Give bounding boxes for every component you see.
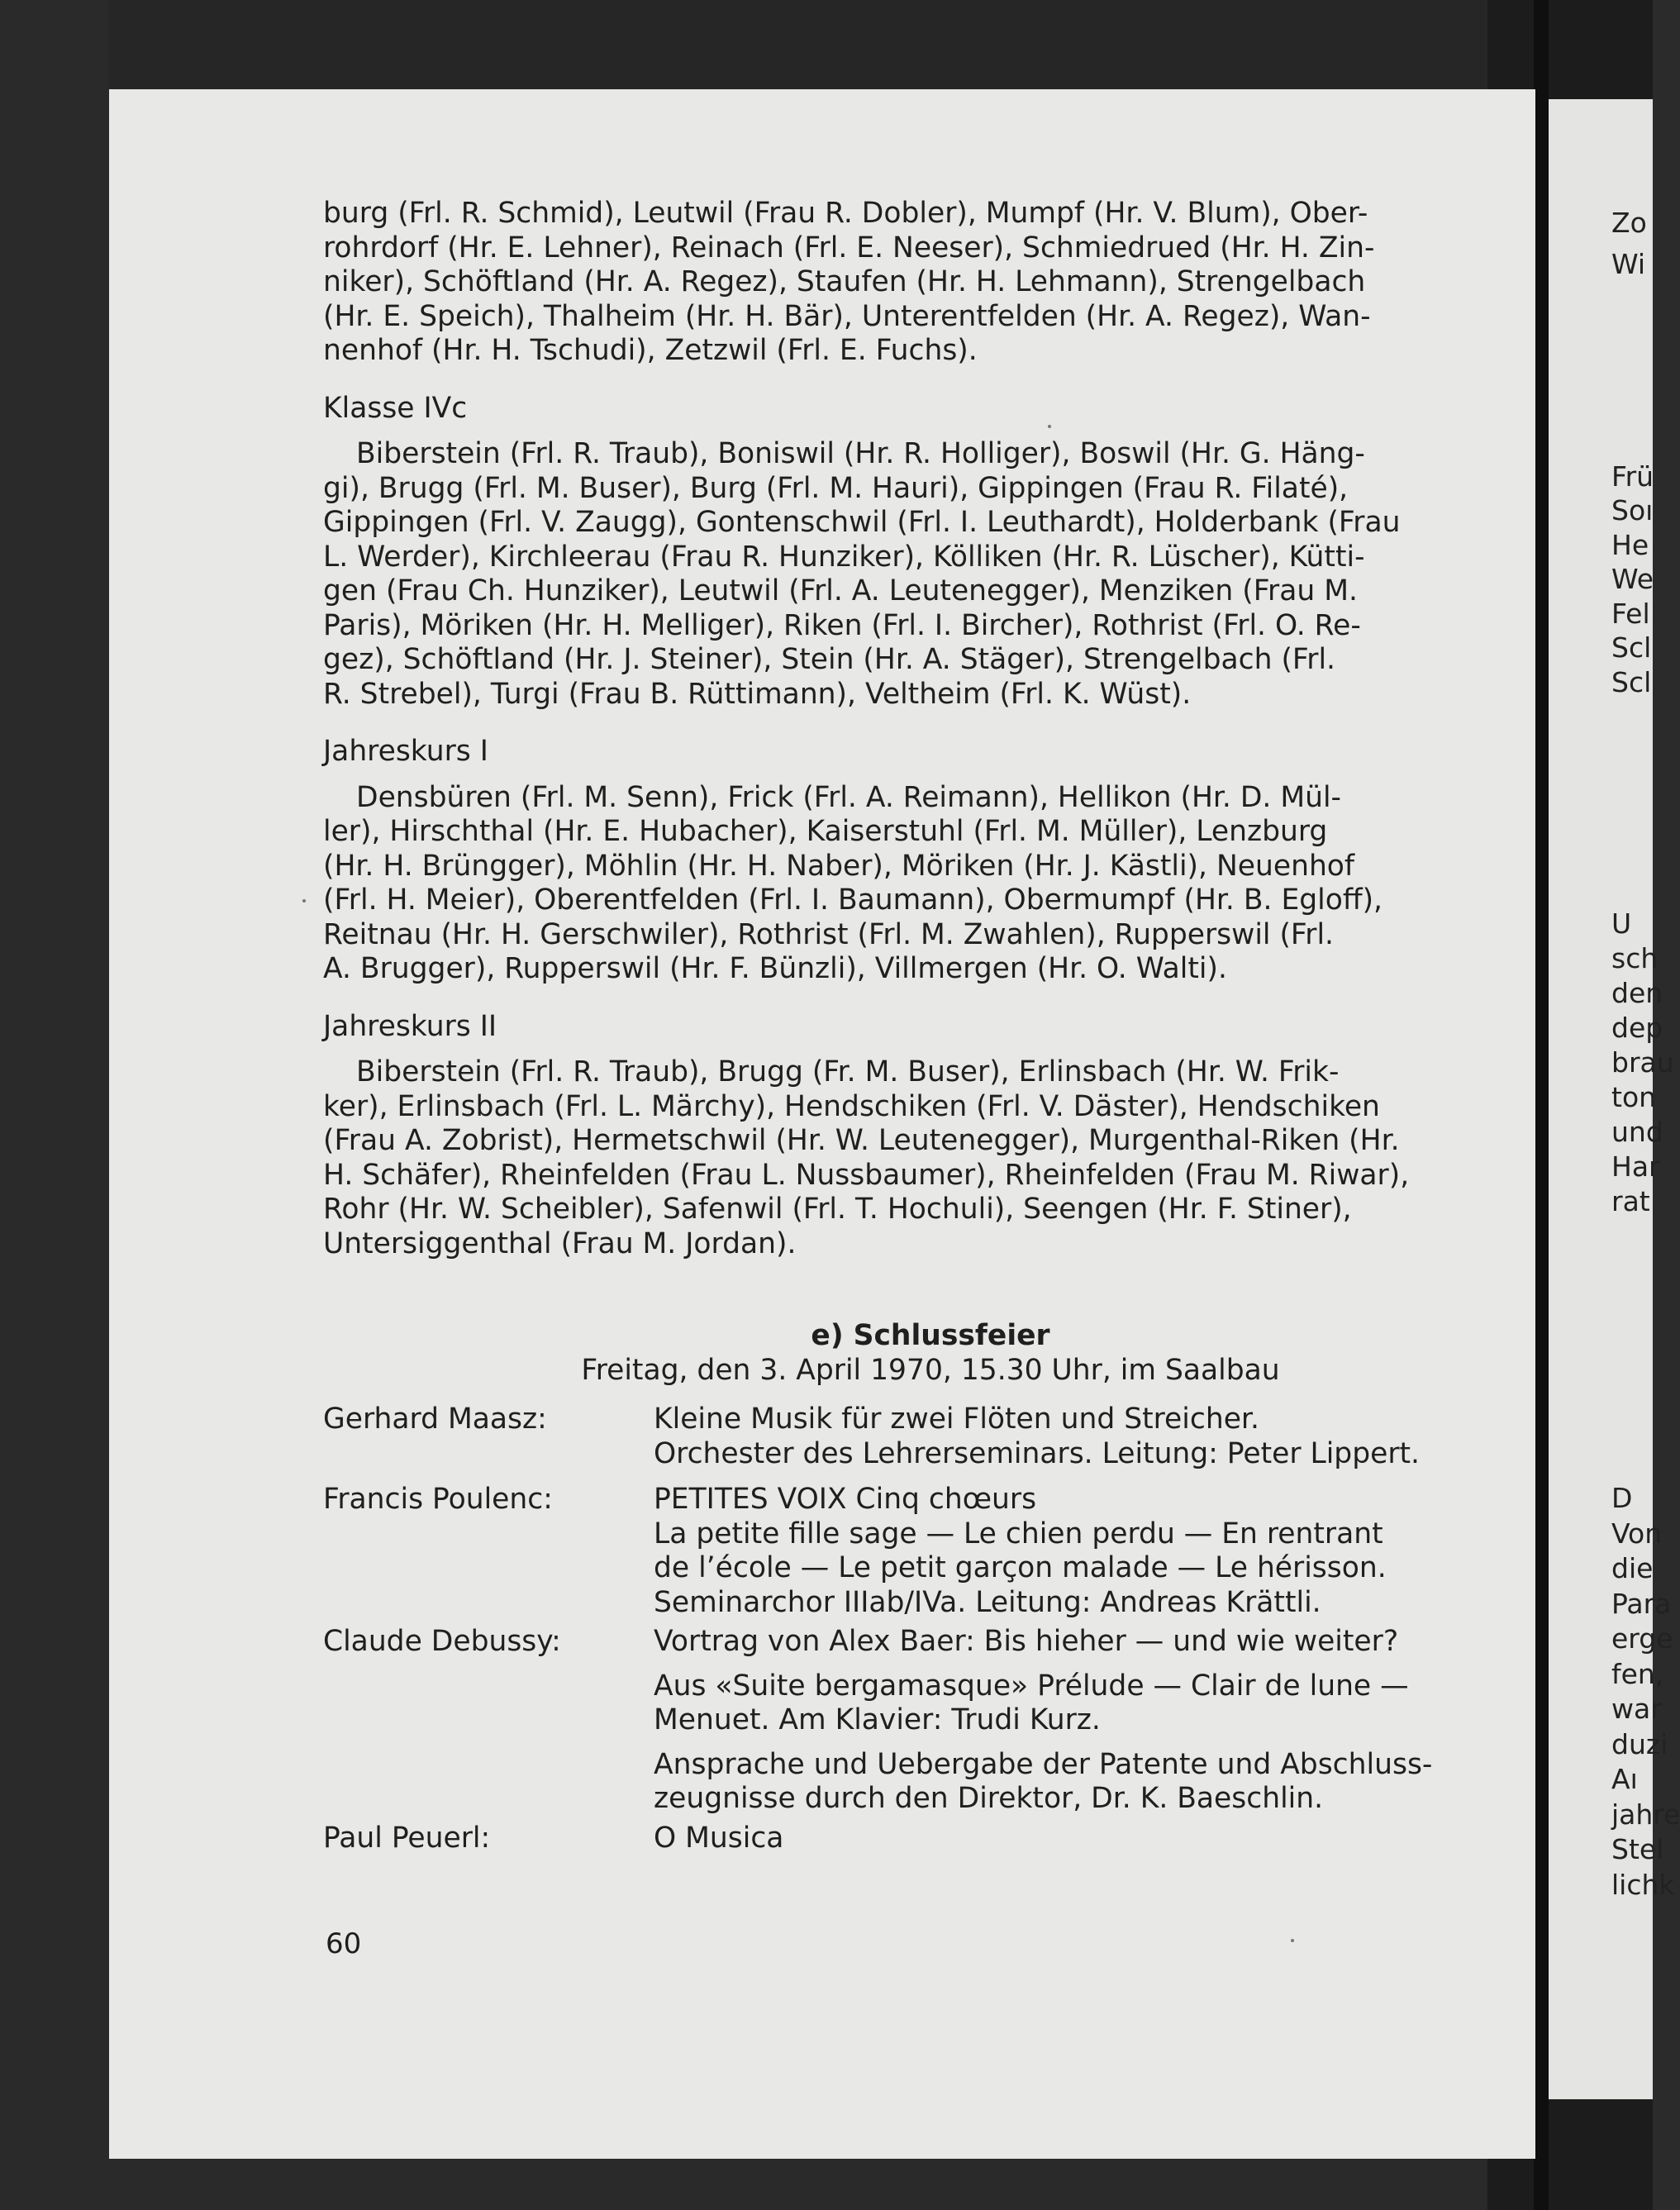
program-item <box>323 1822 1447 1856</box>
text-line: L. Werder), Kirchleerau (Frau R. Hunziker), Kölliken (Hr. R. Lüscher), Kütti- <box>323 540 1365 574</box>
fragment: ton <box>1611 1081 1657 1113</box>
text-line: Biberstein (Frl. R. Traub), Boniswil (Hr. R. Holliger), Boswil (Hr. G. Häng- <box>356 437 1365 470</box>
program-item <box>323 1625 1447 1817</box>
fragment: U <box>1611 907 1632 940</box>
work-line: zeugnisse durch den Direktor, Dr. K. Baeschlin. <box>654 1782 1324 1815</box>
text-line: Gippingen (Frl. V. Zaugg), Gontenschwil (Frl. I. Leuthardt), Holderbank (Frau <box>323 506 1401 539</box>
text-line: Rohr (Hr. W. Scheibler), Safenwil (Frl. T. Hochuli), Seengen (Hr. F. Stiner), <box>323 1193 1352 1226</box>
text-line: Densbüren (Frl. M. Senn), Frick (Frl. A. Reimann), Hellikon (Hr. D. Mül- <box>356 780 1342 814</box>
text-line: (Hr. E. Speich), Thalheim (Hr. H. Bär), Unterentfelden (Hr. A. Regez), Wan- <box>323 299 1371 333</box>
program-work <box>654 1822 1447 1856</box>
work-line: PETITES VOIX Cinq chœurs <box>654 1483 1037 1516</box>
scan-speck <box>1048 425 1051 428</box>
section-klasse-ivc-list <box>323 437 1447 712</box>
book-gutter <box>1534 0 1549 2210</box>
section-heading-klasse-ivc: Klasse IVc <box>323 391 468 425</box>
text-line: ler), Hirschthal (Hr. E. Hubacher), Kaiserstuhl (Frl. M. Müller), Lenzburg <box>323 815 1328 848</box>
fragment: rat <box>1611 1185 1650 1217</box>
work-line: Menuet. Am Klavier: Trudi Kurz. <box>654 1703 1101 1736</box>
scan-background-bottom <box>0 2157 1653 2210</box>
schlussfeier-date: Freitag, den 3. April 1970, 15.30 Uhr, im Saalbau <box>581 1353 1280 1387</box>
text-line: gez), Schöftland (Hr. J. Steiner), Stein (Hr. A. Stäger), Strengelbach (Frl. <box>323 643 1336 676</box>
composer-name: Claude Debussy: <box>323 1625 561 1658</box>
text-line: (Hr. H. Brüngger), Möhlin (Hr. H. Naber), Möriken (Hr. J. Kästli), Neuenhof <box>323 849 1355 883</box>
fragment: Wi <box>1611 248 1646 280</box>
work-line: Vortrag von Alex Baer: Bis hieher — und wie weiter? <box>654 1625 1399 1658</box>
fragment: Fel <box>1611 598 1650 630</box>
work-line: Aus «Suite bergamasque» Prélude — Clair de lune — <box>654 1669 1409 1703</box>
fragment: He <box>1611 529 1649 561</box>
work-line: Orchester des Lehrerseminars. Leitung: Peter Lippert. <box>654 1436 1421 1470</box>
fragment: Para <box>1611 1588 1672 1620</box>
composer-name: Paul Peuerl: <box>323 1821 491 1855</box>
fragment: Soı <box>1611 494 1654 526</box>
fragment: dep <box>1611 1012 1663 1044</box>
text-line: (Frl. H. Meier), Oberentfelden (Frl. I. Baumann), Obermumpf (Hr. B. Egloff), <box>323 884 1383 917</box>
fragment: und <box>1611 1116 1663 1148</box>
program-work <box>654 1625 1447 1817</box>
page-content <box>323 197 1447 1855</box>
fragment: Har <box>1611 1150 1660 1183</box>
work-line: de l’école — Le petit garçon malade — Le hérisson. <box>654 1551 1387 1584</box>
fragment: Scl <box>1611 666 1652 698</box>
section-heading-jahreskurs-ii: Jahreskurs II <box>323 1009 497 1043</box>
fragment: jahre <box>1611 1798 1680 1831</box>
text-line: Untersiggenthal (Frau M. Jordan). <box>323 1226 797 1260</box>
scan-speck <box>1291 1939 1294 1942</box>
work-line: La petite fille sage — Le chien perdu — En rentrant <box>654 1517 1383 1550</box>
program-item <box>323 1483 1447 1620</box>
continuation-paragraph <box>323 197 1447 369</box>
section-heading-jahreskurs-i: Jahreskurs I <box>323 735 488 768</box>
page-number: 60 <box>326 1927 362 1960</box>
text-line: burg (Frl. R. Schmid), Leutwil (Frau R. Dobler), Mumpf (Hr. V. Blum), Ober- <box>323 197 1368 230</box>
text-line: gi), Brugg (Frl. M. Buser), Burg (Frl. M. Hauri), Gippingen (Frau R. Filaté), <box>323 471 1349 505</box>
text-line: H. Schäfer), Rheinfelden (Frau L. Nussbaumer), Rheinfelden (Frau M. Riwar), <box>323 1158 1410 1192</box>
fragment: We <box>1611 563 1654 595</box>
text-line: niker), Schöftland (Hr. A. Regez), Staufen (Hr. H. Lehmann), Strengelbach <box>323 265 1366 298</box>
scan-speck <box>302 899 306 903</box>
text-line: (Frau A. Zobrist), Hermetschwil (Hr. W. Leutenegger), Murgenthal-Riken (Hr. <box>323 1124 1400 1157</box>
text-line: rohrdorf (Hr. E. Lehner), Reinach (Frl. E. Neeser), Schmiedrued (Hr. H. Zin- <box>323 231 1375 264</box>
fragment: den <box>1611 977 1663 1009</box>
text-line: gen (Frau Ch. Hunziker), Leutwil (Frl. A. Leutenegger), Menziken (Frau M. <box>323 574 1358 607</box>
fragment: D <box>1611 1482 1633 1514</box>
composer-name: Gerhard Maasz: <box>323 1403 547 1436</box>
text-line: ker), Erlinsbach (Frl. L. Märchy), Hendschiken (Frl. V. Däster), Hendschiken <box>323 1089 1380 1123</box>
scan-background-left <box>0 0 109 2210</box>
section-jahreskurs-ii-list <box>323 1055 1447 1261</box>
schlussfeier-title: e) Schlussfeier <box>811 1319 1050 1352</box>
scan-background-top <box>0 0 1653 91</box>
fragment: Frü <box>1611 460 1654 493</box>
fragment: Scl <box>1611 631 1652 664</box>
work-line: Seminarchor IIIab/IVa. Leitung: Andreas Krättli. <box>654 1585 1321 1619</box>
program-item <box>323 1403 1447 1471</box>
fragment: die <box>1611 1552 1654 1584</box>
text-line: nenhof (Hr. H. Tschudi), Zetzwil (Frl. E. Fuchs). <box>323 334 978 367</box>
fragment: lichk <box>1611 1869 1675 1901</box>
text-line: A. Brugger), Rupperswil (Hr. F. Bünzli), Villmergen (Hr. O. Walti). <box>323 952 1227 985</box>
text-line: R. Strebel), Turgi (Frau B. Rüttimann), Veltheim (Frl. K. Wüst). <box>323 677 1192 711</box>
fragment: fen, <box>1611 1658 1664 1690</box>
text-line: Biberstein (Frl. R. Traub), Brugg (Fr. M. Buser), Erlinsbach (Hr. W. Frik- <box>356 1055 1340 1088</box>
work-line: Ansprache und Uebergabe der Patente und Abschluss- <box>654 1747 1433 1781</box>
work-line: O Musica <box>654 1821 784 1855</box>
program-work <box>654 1403 1447 1471</box>
composer-name: Francis Poulenc: <box>323 1483 553 1516</box>
fragment: Stel <box>1611 1833 1664 1865</box>
fragment: war <box>1611 1693 1662 1725</box>
work-line: Kleine Musik für zwei Flöten und Streicher. <box>654 1403 1259 1436</box>
fragment: brau <box>1611 1046 1674 1079</box>
fragment: erge <box>1611 1622 1673 1655</box>
program-work <box>654 1483 1447 1620</box>
fragment: Zo <box>1611 207 1647 239</box>
section-jahreskurs-i-list <box>323 781 1447 987</box>
text-line: Reitnau (Hr. H. Gerschwiler), Rothrist (Frl. M. Zwahlen), Rupperswil (Frl. <box>323 917 1334 951</box>
fragment: Aı <box>1611 1763 1638 1795</box>
fragment: sch <box>1611 942 1659 974</box>
fragment: Von <box>1611 1517 1663 1550</box>
text-line: Paris), Möriken (Hr. H. Melliger), Riken (Frl. I. Bircher), Rothrist (Frl. O. Re- <box>323 608 1361 642</box>
fragment: duzi <box>1611 1728 1668 1760</box>
